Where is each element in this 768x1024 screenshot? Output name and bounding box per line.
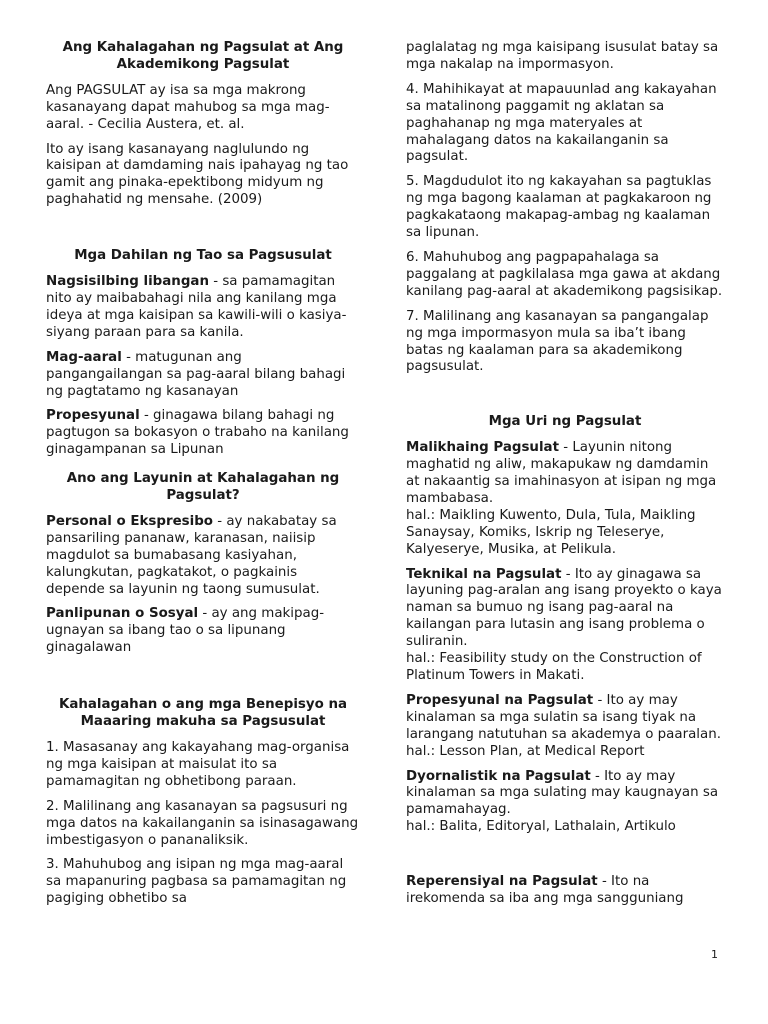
uri-example: hal.: Feasibility study on the Construction of Platinum Towers in Makati. bbox=[406, 651, 702, 683]
uri-desc: - Ito na irekomenda sa iba ang mga sangguniang bbox=[406, 874, 684, 907]
uri-term: Dyornalistik na Pagsulat bbox=[406, 768, 591, 784]
uri-item bbox=[406, 874, 724, 908]
uri-term: Propesyunal na Pagsulat bbox=[406, 692, 594, 708]
dahilan-term: Propesyunal bbox=[46, 408, 140, 424]
uri-term: Reperensiyal na Pagsulat bbox=[406, 874, 598, 890]
dahilan-desc: - ginagawa bilang bahagi ng pagtugon sa bokasyon o trabaho na kanilang ginagampanan sa Lipunan bbox=[46, 408, 349, 458]
uri-example: hal.: Balita, Editoryal, Lathalain, Artikulo bbox=[406, 819, 676, 835]
uri-item bbox=[406, 440, 724, 558]
dahilan-term: Nagsisilbing libangan bbox=[46, 274, 209, 290]
intro-paragraph-1: Ang PAGSULAT ay isa sa mga makrong kasanayang dapat mahubog sa mga mag-aaral. - Cecilia Austera, et. al. bbox=[46, 82, 330, 132]
uri-desc: - Ito ay ginagawa sa layuning pag-aralan ang isang proyekto o kaya naman sa bumuo ng isang pag-aaral na kailangan para lutasin ang isang problema o suliranin. bbox=[406, 566, 722, 650]
heading-dahilan: Mga Dahilan ng Tao sa Pagsusulat bbox=[74, 248, 332, 264]
heading-uri: Mga Uri ng Pagsulat bbox=[488, 414, 642, 430]
uri-item bbox=[406, 693, 724, 761]
benepisyo-item: 7. Malilinang ang kasanayan sa pangangalap ng mga impormasyon mula sa iba’t ibang batas ng kaalaman para sa akademikong pagsusulat. bbox=[406, 308, 709, 375]
dahilan-item bbox=[46, 274, 360, 342]
uri-desc: - Ito ay may kinalaman sa mga sulatin sa isang tiyak na larangang natutuhan sa akademya o paaralan. bbox=[406, 692, 721, 742]
layunin-item bbox=[46, 514, 360, 599]
benepisyo-item: 6. Mahuhubog ang pagpapahalaga sa paggalang at pagkilalasa mga gawa at akdang kanilang pag-aaral at akademikong pagsisikap. bbox=[406, 249, 723, 299]
benepisyo-item: 1. Masasanay ang kakayahang mag-organisa ng mga kaisipan at maisulat ito sa pamamagitan ng obhetibong paraan. bbox=[46, 740, 350, 789]
document-title: Ang Kahalagahan ng Pagsulat at Ang Akademikong Pagsulat bbox=[62, 40, 344, 72]
dahilan-desc: - sa pamamagitan nito ay maibabahagi nila ang kanilang mga ideya at mga kaisipan sa kawili-wili o kasiya-siyang paraan para sa kanila. bbox=[46, 274, 347, 340]
benepisyo-item: 5. Magdudulot ito ng kakayahan sa pagtuklas ng mga bagong kaalaman at pagkakaroon ng pagkakataong makapag-ambag ng kaalaman sa lipunan. bbox=[406, 174, 712, 241]
heading-layunin: Ano ang Layunin at Kahalagahan ng Pagsulat? bbox=[66, 471, 340, 504]
layunin-desc: - ay nakabatay sa pansariling pananaw, karanasan, naiisip magdulot sa bumabasang kasiyahan, kalungkutan, pagkatakot, o pagkainis depende sa layunin ng taong sumusulat. bbox=[46, 513, 337, 597]
uri-desc: - Ito ay may kinalaman sa mga sulating may kaugnayan sa pamamahayag. bbox=[406, 768, 719, 818]
uri-desc: - Layunin nitong maghatid ng aliw, makapukaw ng damdamin at nakaantig sa imahinasyon at isipan ng mga mambabasa. bbox=[406, 440, 717, 506]
uri-example: hal.: Lesson Plan, at Medical Report bbox=[406, 743, 645, 759]
dahilan-item bbox=[46, 408, 360, 459]
layunin-term: Personal o Ekspresibo bbox=[46, 513, 213, 529]
left-column bbox=[46, 40, 360, 908]
dahilan-desc: - matugunan ang pangangailangan sa pag-aaral bilang bahagi ng pagtatamo ng kasanayan bbox=[46, 349, 346, 399]
uri-example: hal.: Maikling Kuwento, Dula, Tula, Maikling Sanaysay, Komiks, Iskrip ng Teleserye, Kalyeserye, Musika, at Pelikula. bbox=[406, 507, 696, 557]
heading-benepisyo: Kahalagahan o ang mga Benepisyo na Maaaring makuha sa Pagsusulat bbox=[58, 697, 348, 730]
benepisyo-item: 4. Mahihikayat at mapauunlad ang kakayahan sa matalinong paggamit ng aklatan sa paghahanap ng mga materyales at mahalagang datos na kakailanganin sa pagsulat. bbox=[406, 81, 717, 165]
benepisyo-item: 3. Mahuhubog ang isipan ng mga mag-aaral sa mapanuring pagbasa sa pamamagitan ng pagiging obhetibo sa bbox=[46, 857, 347, 907]
layunin-term: Panlipunan o Sosyal bbox=[46, 606, 199, 622]
uri-item bbox=[406, 769, 724, 837]
dahilan-item bbox=[46, 350, 360, 401]
uri-item bbox=[406, 567, 724, 685]
layunin-desc: - ay ang makipag-ugnayan sa ibang tao o sa lipunang ginagalawan bbox=[46, 606, 325, 656]
uri-term: Malikhaing Pagsulat bbox=[406, 440, 559, 456]
benepisyo-item: 2. Malilinang ang kasanayan sa pagsusuri ng mga datos na kakailanganin sa isinasagawang imbestigasyon o pananaliksik. bbox=[46, 798, 359, 848]
layunin-item bbox=[46, 606, 360, 657]
intro-paragraph-2: Ito ay isang kasanayang naglulundo ng kaisipan at damdaming nais ipahayag ng tao gamit ang pinaka-epektibong midyum ng paghahatid ng mensahe. (2009) bbox=[46, 141, 349, 208]
page-number: 1 bbox=[711, 948, 718, 961]
dahilan-term: Mag-aaral bbox=[46, 349, 122, 365]
uri-term: Teknikal na Pagsulat bbox=[406, 566, 562, 582]
benepisyo-continuation: paglalatag ng mga kaisipang isusulat batay sa mga nakalap na impormasyon. bbox=[406, 40, 719, 72]
right-column bbox=[406, 40, 724, 908]
